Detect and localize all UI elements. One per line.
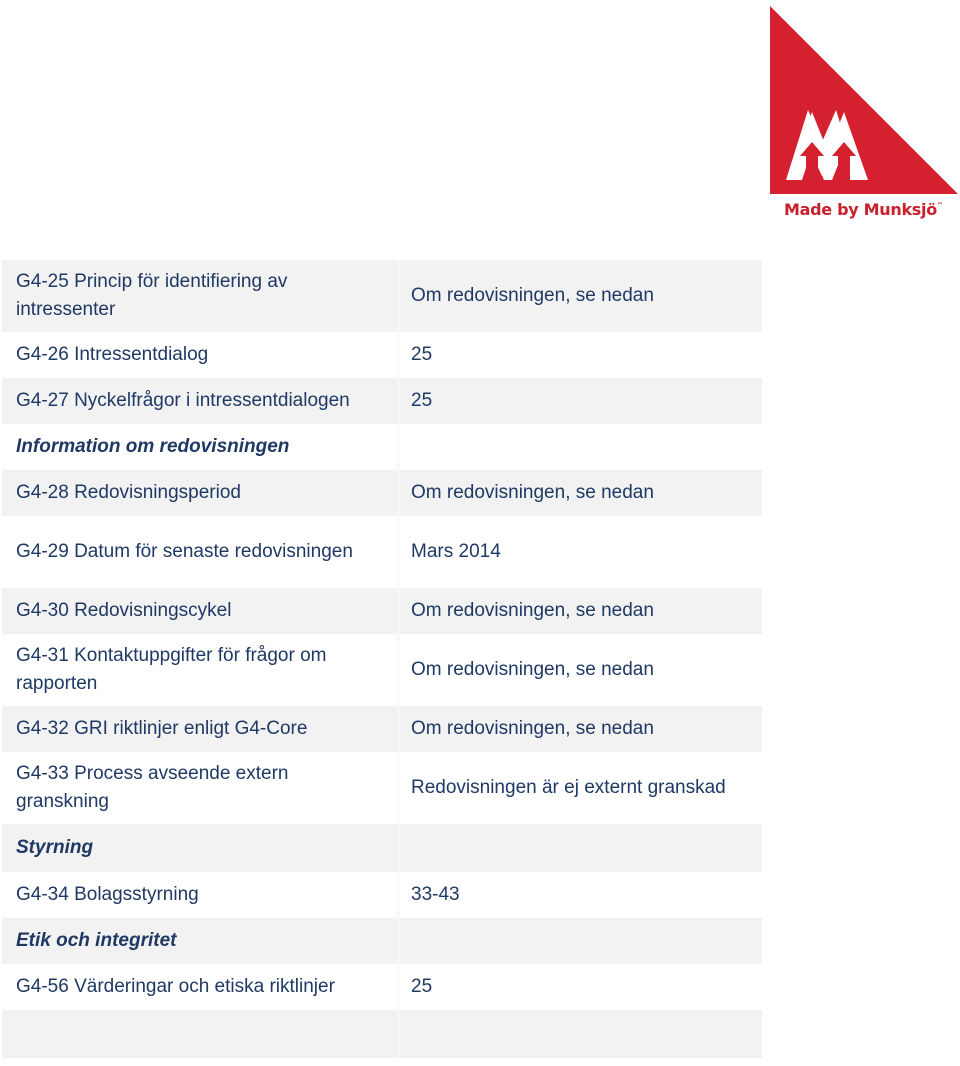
indicator-label: G4-30 Redovisningscykel (16, 600, 232, 621)
indicator-reference (398, 824, 762, 872)
indicator-label: G4-27 Nyckelfrågor i intressentdialogen (16, 390, 350, 411)
table-row (2, 516, 762, 588)
indicator-reference (398, 918, 762, 964)
indicator-label: G4-32 GRI riktlinjer enligt G4-Core (16, 718, 308, 739)
table-row (2, 332, 762, 378)
logo-text: Made by Munksjö™ (784, 200, 943, 219)
indicator-reference: 25 (398, 964, 762, 1010)
indicator-label: G4-28 Redovisningsperiod (16, 482, 241, 503)
indicator-reference: Om redovisningen, se nedan (398, 634, 762, 706)
indicator-reference: Redovisningen är ej externt granskad (398, 752, 762, 824)
table-row (2, 918, 762, 964)
indicator-reference (398, 424, 762, 470)
table-row (2, 752, 762, 824)
table-row (2, 378, 762, 424)
table-row (2, 1010, 762, 1058)
table-row (2, 260, 762, 332)
indicator-reference: 25 (398, 378, 762, 424)
indicator-reference: 33-43 (398, 872, 762, 918)
indicator-reference: 25 (398, 332, 762, 378)
indicator-reference: Om redovisningen, se nedan (398, 260, 762, 332)
indicator-label (2, 1010, 398, 1058)
indicator-label: G4-34 Bolagsstyrning (16, 884, 199, 905)
indicator-label: G4-31 Kontaktuppgifter för frågor om rapporten (16, 645, 327, 694)
indicator-reference: Mars 2014 (398, 516, 762, 588)
table-row (2, 424, 762, 470)
table-row (2, 470, 762, 516)
indicator-reference: Om redovisningen, se nedan (398, 470, 762, 516)
table-row (2, 824, 762, 872)
indicator-label: G4-25 Princip för identifiering av intressenter (16, 271, 288, 320)
indicator-label: G4-33 Process avseende extern granskning (16, 763, 289, 812)
indicator-reference: Om redovisningen, se nedan (398, 588, 762, 634)
munksjo-triangle-logo-icon (768, 4, 960, 196)
section-heading: Information om redovisningen (16, 436, 290, 457)
table-row (2, 872, 762, 918)
table-row (2, 706, 762, 752)
section-heading: Styrning (16, 837, 94, 858)
table-row (2, 588, 762, 634)
gri-index-table (2, 260, 762, 1058)
indicator-reference: Om redovisningen, se nedan (398, 706, 762, 752)
munksjo-logo (768, 4, 960, 230)
indicator-label: G4-29 Datum för senaste redovisningen (16, 541, 353, 562)
indicator-reference (398, 1010, 762, 1058)
table-row (2, 964, 762, 1010)
section-heading: Etik och integritet (16, 930, 177, 951)
indicator-label: G4-26 Intressentdialog (16, 344, 209, 365)
table-row (2, 634, 762, 706)
indicator-label: G4-56 Värderingar och etiska riktlinjer (16, 976, 335, 997)
